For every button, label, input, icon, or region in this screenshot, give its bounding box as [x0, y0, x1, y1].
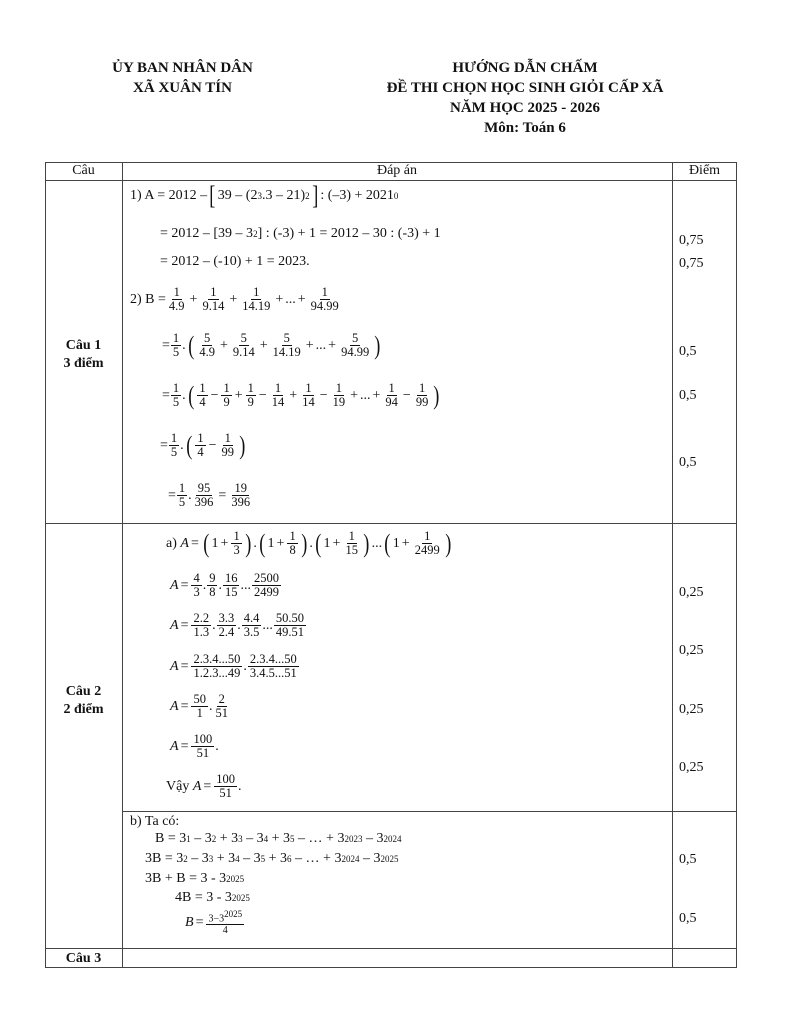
cau1-result: = $\frac{1}{5}$ . $\frac{95}{396}$ = $\frac{19}{396}$	[168, 481, 251, 509]
col-header-dap-an: Đáp án	[376, 163, 418, 178]
col-divider-1	[122, 162, 123, 968]
cau2b-line-4: 4B = 3 - 3 2025	[175, 890, 250, 905]
cau2b-line-2: 3B = 3 2 – 3 3 + 3 4 – 3 5 + 3 6 – … + 3 2024 – 3 2025	[145, 851, 399, 866]
title-line-2: ĐỀ THI CHỌN HỌC SINH GIỎI CẤP XÃ	[386, 80, 664, 96]
cau2b-line-1: B = 3 1 – 3 2 + 3 3 – 3 4 + 3 5 – … + 3 2023 – 3 2024	[155, 831, 402, 846]
cau1-score-2: 0,75	[679, 256, 704, 271]
col-divider-2	[672, 162, 673, 968]
cau1-expr-a: 1) A = 2012 – [ 39 – (2 3 .3 – 21) 2 ] : (–3) + 2021 0	[130, 181, 399, 210]
row-divider-2	[45, 948, 737, 949]
cau2a-step-2: A = $\frac{2.2}{1.3}$ . $\frac{3.3}{2.4}$ . $\frac{4.4}{3.5}$ ... $\frac{50.50}{49.51}$	[170, 611, 304, 639]
issuer-line-1: ỦY BAN NHÂN DÂN	[112, 60, 253, 76]
title-line-1: HƯỚNG DẪN CHẤM	[452, 60, 598, 76]
cau3-label: Câu 3	[65, 951, 102, 966]
row-divider-2a	[122, 811, 737, 812]
cau2-score-4: 0,25	[679, 760, 704, 775]
cau2a-step-3: A = $\frac{2.3.4...50}{1.2.3...49}$ . $\frac{2.3.4...50}{3.4.5...51}$	[170, 652, 297, 680]
cau2a-conclusion: Vậy A = $\frac{100}{51}$ .	[166, 772, 242, 800]
cau1-score-5: 0,5	[679, 455, 697, 470]
cau2-score-3: 0,25	[679, 702, 704, 717]
cau1-step-3: = $\frac{1}{5}$ . ( $\frac{5}{4.9}$ + $\frac{5}{9.14}$ + $\frac{5}{14.19}$ + ... + $\frac{5}{94.99}$ )	[162, 330, 381, 360]
cau2a-step-1: A = $\frac{4}{3}$ . $\frac{9}{8}$ . $\frac{16}{15}$ ... $\frac{2500}{2499}$	[170, 571, 279, 599]
cau1-step-1: = 2012 – [39 – 3 2 ] : (-3) + 1 = 2012 – 30 : (-3) + 1	[160, 226, 441, 241]
col-header-diem: Điểm	[688, 163, 721, 178]
title-line-3: NĂM HỌC 2025 - 2026	[450, 100, 600, 116]
title-line-4: Môn: Toán 6	[484, 120, 566, 136]
issuer-block	[90, 58, 275, 98]
cau2a-step-5: A = $\frac{100}{51}$ .	[170, 732, 219, 760]
row-divider-1	[45, 523, 737, 524]
cau2-score-1: 0,25	[679, 585, 704, 600]
cau2-score-2: 0,25	[679, 643, 704, 658]
cau2b-line-3: 3B + B = 3 - 3 2025	[145, 871, 245, 886]
header-row-divider	[45, 180, 737, 181]
document-title-block	[340, 58, 710, 138]
cau1-score-4: 0,5	[679, 388, 697, 403]
cau1-step-4: = $\frac{1}{5}$ . ( $\frac{1}{4}$ − $\frac{1}{9}$ + $\frac{1}{9}$ − $\frac{1}{14}$ + $\frac{1}{14}$ − $\frac{1}{19}$ + ... + $\frac{1}{94}$ − $\frac{1}{99}$ )	[162, 380, 440, 410]
issuer-line-2: XÃ XUÂN TÍN	[133, 80, 232, 96]
cau1-score-1: 0,75	[679, 233, 704, 248]
cau2a-expr: a) A = ( 1 + $\frac{1}{3}$ ) . ( 1 + $\frac{1}{8}$ ) . ( 1 + $\frac{1}{15}$ ) ... ( 1 + $\frac{1}{2499}$ )	[166, 528, 452, 558]
cau1-expr-b: 2) B = $\frac{1}{4.9}$ + $\frac{1}{9.14}$ + $\frac{1}{14.19}$ + ... + $\frac{1}{94.99}$	[130, 285, 339, 313]
cau2a-step-4: A = $\frac{50}{1}$ . $\frac{2}{51}$	[170, 692, 228, 720]
cau2b-result: B = $\frac{3-3^{2025}}{4}$	[185, 909, 243, 937]
cau1-score-3: 0,5	[679, 344, 697, 359]
cau2-label: Câu 2 2 điểm	[63, 684, 104, 717]
cau1-label: Câu 1 3 điểm	[63, 338, 104, 371]
col-header-cau: Câu	[72, 163, 95, 178]
cau2-score-6: 0,5	[679, 911, 697, 926]
answer-table	[45, 162, 737, 968]
cau1-step-2: = 2012 – (-10) + 1 = 2023.	[160, 254, 310, 269]
cau1-step-5: = $\frac{1}{5}$ . ( $\frac{1}{4}$ − $\frac{1}{99}$ )	[160, 430, 246, 460]
cau2b-intro: b) Ta có:	[130, 814, 180, 829]
cau2-score-5: 0,5	[679, 852, 697, 867]
